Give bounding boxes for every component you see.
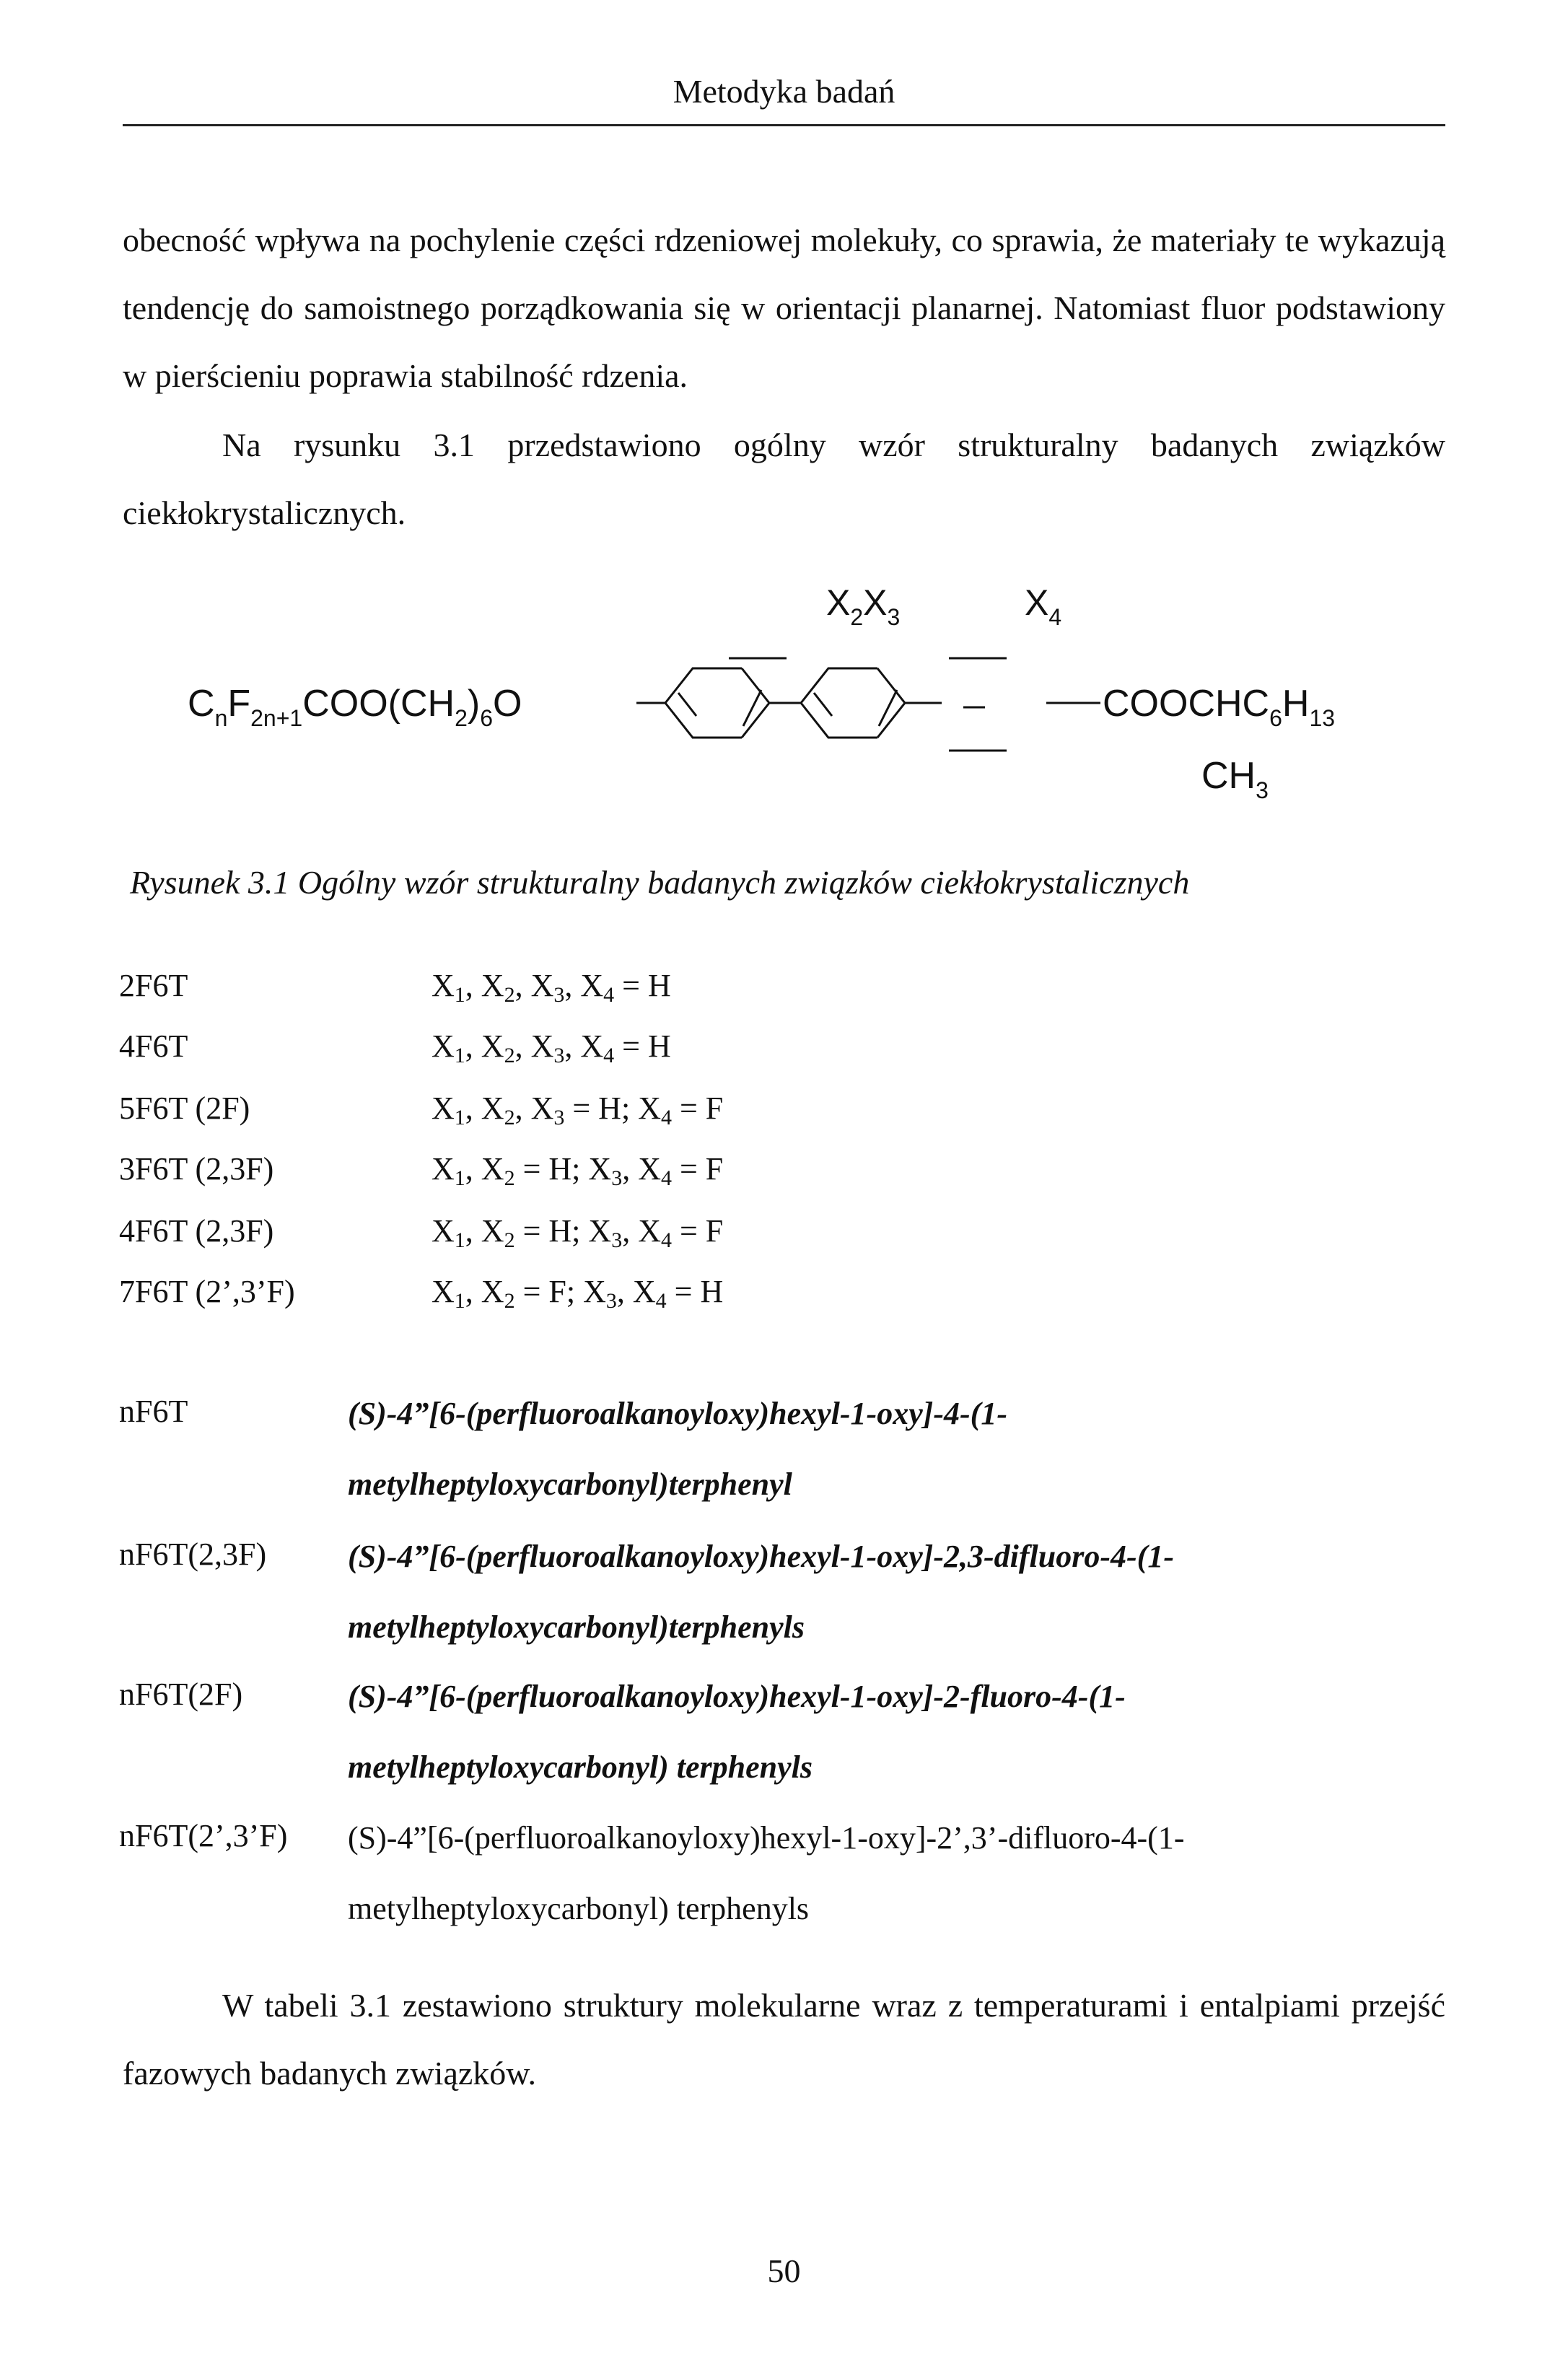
nomenclature-description: (S)-4”[6-(perfluoroalkanoyloxy)hexyl-1-oxy]-2,3-difluoro-4-(1- metylheptyloxycarbonyl)terphenyls bbox=[348, 1539, 1174, 1645]
compound-name: 2F6T bbox=[119, 968, 188, 1003]
nomenclature-abbr: nF6T(2’,3’F) bbox=[119, 1818, 288, 1853]
compound-name: 5F6T (2F) bbox=[119, 1091, 250, 1126]
compound-substituents: $X_1$, $X_2$, $X_3 = H$; $X_4 = F$ bbox=[432, 1091, 724, 1129]
benzene-ring-2 bbox=[801, 668, 905, 738]
compound-name: 4F6T bbox=[119, 1028, 188, 1064]
compound-name: 7F6T (2’,3’F) bbox=[119, 1274, 295, 1309]
right-group-formula: $COOCHC_6H_{13}$ bbox=[1103, 683, 1336, 731]
intro-paragraph-2: Na rysunku 3.1 przedstawiono ogólny wzór strukturalny badanych związków ciekłokrystalicznych. bbox=[123, 427, 1445, 531]
header-rule bbox=[123, 124, 1445, 126]
nomenclature-description: (S)-4”[6-(perfluoroalkanoyloxy)hexyl-1-oxy]-2-fluoro-4-(1- metylheptyloxycarbonyl) terphenyls bbox=[348, 1679, 1126, 1785]
nomenclature-description: (S)-4”[6-(perfluoroalkanoyloxy)hexyl-1-oxy]-2’,3’-difluoro-4-(1- metylheptyloxycarbonyl) terphenyls bbox=[348, 1820, 1185, 1926]
structural-formula bbox=[123, 549, 1458, 830]
branch-methyl: $CH_3$ bbox=[1201, 755, 1269, 803]
intro-paragraph-1: obecność wpływa na pochylenie części rdzeniowej molekuły, co sprawia, że materiały te wykazują tendencję do samoistnego porządkowania się w orientacji planarnej. Natomiast fluor podstawiony w pierścieniu poprawia stabilność rdzenia. bbox=[123, 222, 1445, 394]
nomenclature-abbr: nF6T(2F) bbox=[119, 1677, 243, 1712]
benzene-ring-1 bbox=[665, 668, 769, 738]
compound-substituents: $X_1$, $X_2 = H$; $X_3$, $X_4 = F$ bbox=[432, 1151, 724, 1190]
running-header: Metodyka badań bbox=[673, 73, 895, 110]
compound-substituents: $X_1$, $X_2 = F$; $X_3$, $X_4 = H$ bbox=[432, 1274, 724, 1313]
compound-substituents: $X_1$, $X_2$, $X_3$, $X_4 = H$ bbox=[432, 968, 671, 1007]
nomenclature-abbr: nF6T(2,3F) bbox=[119, 1537, 267, 1572]
figure-caption: Rysunek 3.1 Ogólny wzór strukturalny badanych związków ciekłokrystalicznych bbox=[130, 864, 1190, 901]
page-number: 50 bbox=[767, 2252, 801, 2289]
compound-name: 3F6T (2,3F) bbox=[119, 1151, 274, 1186]
compound-name: 4F6T (2,3F) bbox=[119, 1213, 274, 1249]
substituent-x2x3-label: $X_2X_3$ bbox=[826, 582, 901, 630]
nomenclature-description: (S)-4”[6-(perfluoroalkanoyloxy)hexyl-1-oxy]-4-(1- metylheptyloxycarbonyl)terphenyl bbox=[348, 1396, 1007, 1502]
closing-paragraph: W tabeli 3.1 zestawiono struktury molekularne wraz z temperaturami i entalpiami przejść fazowych badanych związków. bbox=[123, 1987, 1445, 2092]
compound-substituents: $X_1$, $X_2$, $X_3$, $X_4 = H$ bbox=[432, 1028, 671, 1067]
substituent-x4-label: $X_4$ bbox=[1025, 582, 1062, 630]
nomenclature-abbr: nF6T bbox=[119, 1394, 188, 1429]
intro-text bbox=[123, 206, 1445, 547]
compound-substituents: $X_1$, $X_2 = H$; $X_3$, $X_4 = F$ bbox=[432, 1213, 724, 1252]
left-group-formula: $C_nF_{2n+1}COO(CH_2)_6O$ bbox=[188, 683, 522, 731]
